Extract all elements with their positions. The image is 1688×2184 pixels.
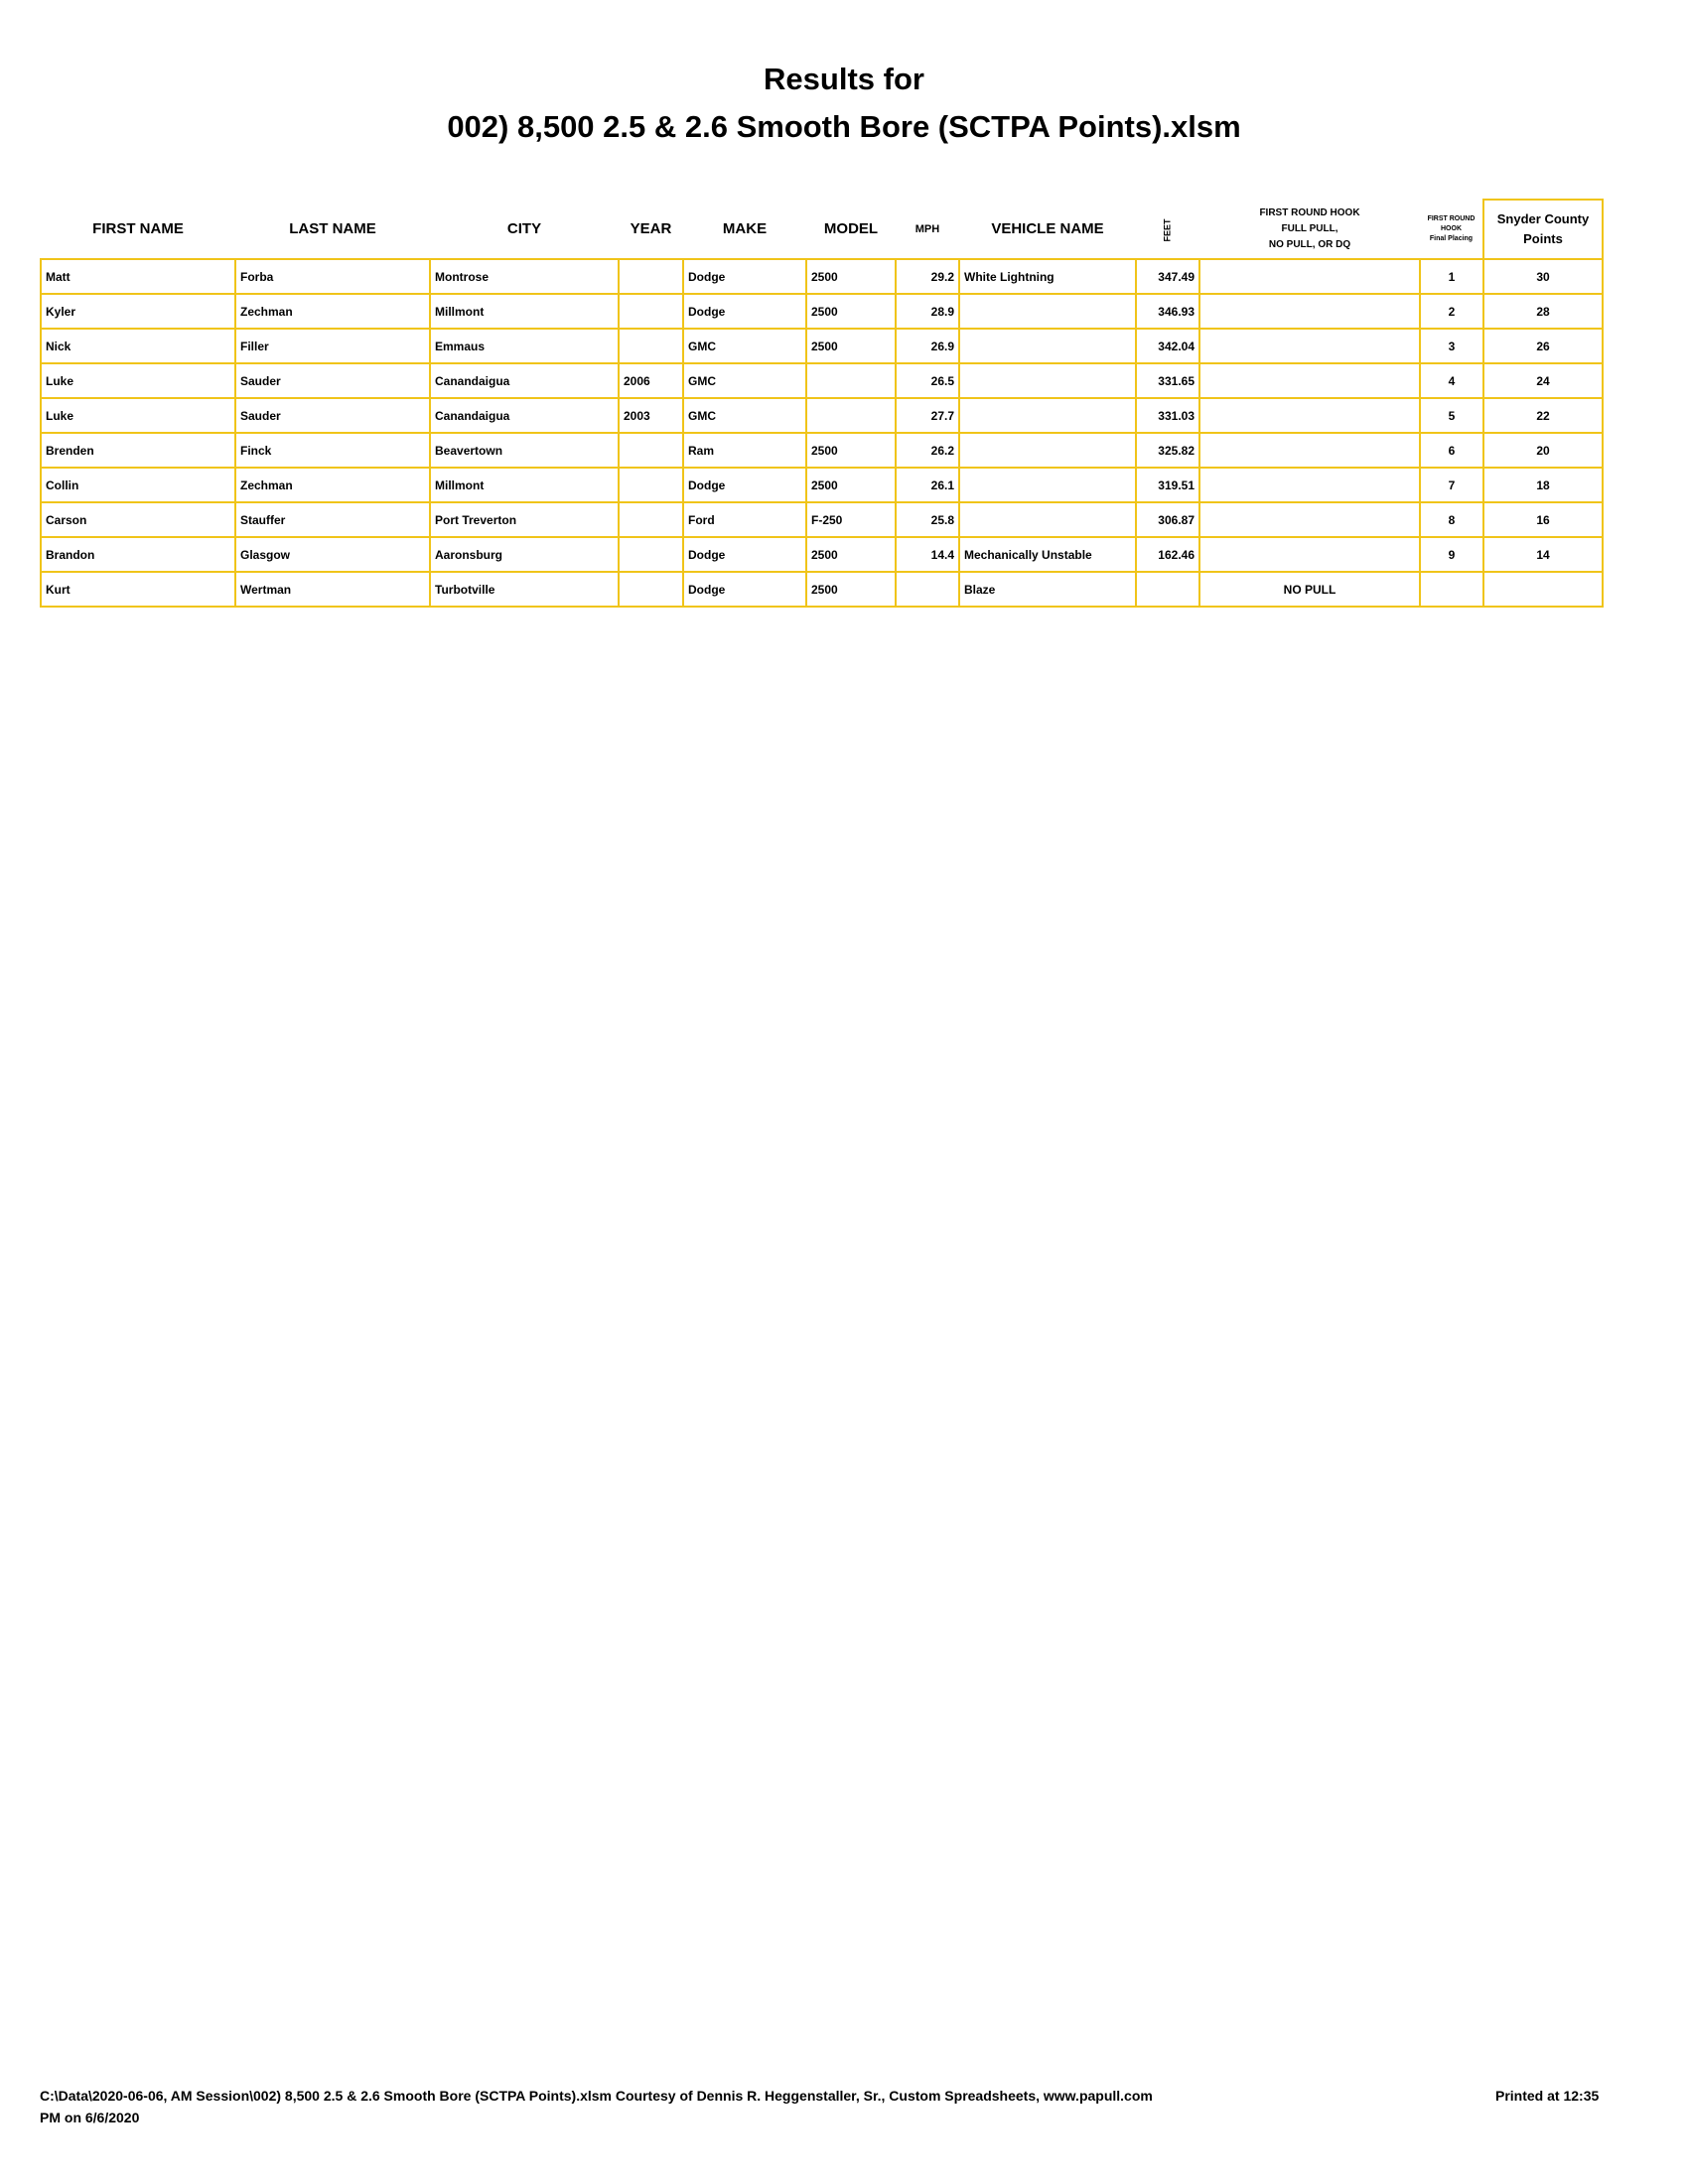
cell-city: Millmont: [430, 468, 619, 502]
cell-make: Ram: [683, 433, 806, 468]
cell-last-name: Stauffer: [235, 502, 430, 537]
cell-model: 2500: [806, 294, 896, 329]
cell-first-name: Luke: [41, 363, 235, 398]
header-vehicle-name: VEHICLE NAME: [991, 220, 1104, 237]
cell-make: Ford: [683, 502, 806, 537]
cell-feet: 346.93: [1136, 294, 1199, 329]
cell-first-round-hook: [1199, 537, 1420, 572]
cell-points: 28: [1483, 294, 1603, 329]
cell-feet: 347.49: [1136, 259, 1199, 294]
cell-final-placing: 1: [1420, 259, 1483, 294]
cell-vehicle-name: [959, 294, 1136, 329]
cell-first-round-hook: [1199, 294, 1420, 329]
cell-first-round-hook: [1199, 363, 1420, 398]
header-year: YEAR: [630, 220, 672, 237]
cell-final-placing: 7: [1420, 468, 1483, 502]
cell-vehicle-name: [959, 329, 1136, 363]
cell-final-placing: 2: [1420, 294, 1483, 329]
cell-points: 22: [1483, 398, 1603, 433]
cell-year: 2003: [619, 398, 683, 433]
cell-mph: 26.1: [896, 468, 959, 502]
cell-feet: 319.51: [1136, 468, 1199, 502]
cell-vehicle-name: [959, 468, 1136, 502]
footer-path-continued: PM on 6/6/2020: [40, 2110, 140, 2125]
cell-final-placing: 5: [1420, 398, 1483, 433]
cell-make: GMC: [683, 398, 806, 433]
cell-model: 2500: [806, 572, 896, 607]
cell-model: [806, 363, 896, 398]
cell-model: 2500: [806, 259, 896, 294]
cell-first-name: Nick: [41, 329, 235, 363]
cell-first-round-hook: [1199, 433, 1420, 468]
cell-year: [619, 329, 683, 363]
cell-year: [619, 294, 683, 329]
header-mph: MPH: [914, 222, 940, 235]
cell-model: 2500: [806, 329, 896, 363]
cell-city: Turbotville: [430, 572, 619, 607]
cell-first-name: Kurt: [41, 572, 235, 607]
cell-mph: 28.9: [896, 294, 959, 329]
header-hook-line2: FULL PULL,: [1281, 222, 1338, 234]
cell-mph: 27.7: [896, 398, 959, 433]
cell-city: Emmaus: [430, 329, 619, 363]
cell-last-name: Zechman: [235, 294, 430, 329]
cell-year: [619, 468, 683, 502]
cell-make: Dodge: [683, 259, 806, 294]
cell-first-name: Luke: [41, 398, 235, 433]
cell-last-name: Filler: [235, 329, 430, 363]
cell-final-placing: [1420, 572, 1483, 607]
cell-last-name: Zechman: [235, 468, 430, 502]
cell-make: Dodge: [683, 468, 806, 502]
results-table: [40, 199, 1604, 608]
cell-model: 2500: [806, 433, 896, 468]
cell-points: 24: [1483, 363, 1603, 398]
header-placing-line3: Final Placing: [1429, 234, 1474, 242]
cell-points: [1483, 572, 1603, 607]
cell-last-name: Sauder: [235, 363, 430, 398]
cell-feet: 325.82: [1136, 433, 1199, 468]
cell-points: 18: [1483, 468, 1603, 502]
header-feet-label: FEET: [1162, 218, 1173, 242]
cell-city: Port Treverton: [430, 502, 619, 537]
header-placing-line2: HOOK: [1441, 224, 1462, 232]
cell-feet: 342.04: [1136, 329, 1199, 363]
cell-points: 14: [1483, 537, 1603, 572]
table-row: [41, 259, 1603, 294]
cell-model: 2500: [806, 468, 896, 502]
cell-year: [619, 572, 683, 607]
header-model: MODEL: [823, 220, 879, 237]
cell-mph: 29.2: [896, 259, 959, 294]
cell-year: [619, 537, 683, 572]
cell-first-name: Brandon: [41, 537, 235, 572]
cell-first-round-hook: [1199, 468, 1420, 502]
header-hook-line3: NO PULL, OR DQ: [1268, 238, 1351, 250]
cell-year: [619, 433, 683, 468]
header-make: MAKE: [722, 220, 768, 237]
cell-make: GMC: [683, 363, 806, 398]
cell-feet: 331.65: [1136, 363, 1199, 398]
header-feet: [1136, 200, 1199, 259]
cell-points: 16: [1483, 502, 1603, 537]
table-row: [41, 329, 1603, 363]
cell-vehicle-name: White Lightning: [959, 259, 1136, 294]
table-row: [41, 572, 1603, 607]
table-row: [41, 294, 1603, 329]
cell-last-name: Sauder: [235, 398, 430, 433]
cell-first-name: Kyler: [41, 294, 235, 329]
cell-city: Canandaigua: [430, 398, 619, 433]
cell-vehicle-name: [959, 433, 1136, 468]
cell-make: Dodge: [683, 294, 806, 329]
report-title: Results for: [764, 62, 924, 96]
cell-first-name: Matt: [41, 259, 235, 294]
cell-mph: 25.8: [896, 502, 959, 537]
cell-model: [806, 398, 896, 433]
header-hook-line1: FIRST ROUND HOOK: [1259, 206, 1360, 218]
footer-file-path: [40, 2085, 1450, 2128]
table-row: [41, 398, 1603, 433]
cell-vehicle-name: [959, 398, 1136, 433]
cell-city: Canandaigua: [430, 363, 619, 398]
cell-mph: [896, 572, 959, 607]
cell-last-name: Glasgow: [235, 537, 430, 572]
header-city: CITY: [506, 220, 542, 237]
results-body: [41, 259, 1603, 607]
table-row: [41, 363, 1603, 398]
cell-points: 20: [1483, 433, 1603, 468]
cell-mph: 26.9: [896, 329, 959, 363]
cell-feet: 306.87: [1136, 502, 1199, 537]
cell-final-placing: 4: [1420, 363, 1483, 398]
table-row: [41, 468, 1603, 502]
cell-city: Millmont: [430, 294, 619, 329]
cell-first-name: Brenden: [41, 433, 235, 468]
cell-feet: 331.03: [1136, 398, 1199, 433]
cell-first-name: Carson: [41, 502, 235, 537]
cell-model: 2500: [806, 537, 896, 572]
header-first-round-hook: [1199, 200, 1420, 259]
cell-points: 26: [1483, 329, 1603, 363]
cell-first-name: Collin: [41, 468, 235, 502]
header-row: [41, 200, 1603, 259]
cell-make: Dodge: [683, 537, 806, 572]
cell-city: Aaronsburg: [430, 537, 619, 572]
header-placing-line1: FIRST ROUND: [1427, 214, 1476, 222]
table-row: [41, 537, 1603, 572]
cell-last-name: Finck: [235, 433, 430, 468]
cell-first-round-hook: [1199, 398, 1420, 433]
cell-final-placing: 3: [1420, 329, 1483, 363]
cell-year: 2006: [619, 363, 683, 398]
footer-printed-at: Printed at 12:35: [1495, 2088, 1600, 2104]
cell-vehicle-name: [959, 502, 1136, 537]
cell-points: 30: [1483, 259, 1603, 294]
cell-make: Dodge: [683, 572, 806, 607]
table-row: [41, 433, 1603, 468]
cell-mph: 26.5: [896, 363, 959, 398]
header-points-line2: Points: [1523, 231, 1563, 246]
cell-city: Montrose: [430, 259, 619, 294]
cell-city: Beavertown: [430, 433, 619, 468]
cell-mph: 14.4: [896, 537, 959, 572]
cell-first-round-hook: [1199, 502, 1420, 537]
cell-make: GMC: [683, 329, 806, 363]
cell-first-round-hook: [1199, 259, 1420, 294]
cell-final-placing: 9: [1420, 537, 1483, 572]
cell-feet: 162.46: [1136, 537, 1199, 572]
table-row: [41, 502, 1603, 537]
cell-last-name: Wertman: [235, 572, 430, 607]
cell-vehicle-name: [959, 363, 1136, 398]
cell-mph: 26.2: [896, 433, 959, 468]
cell-model: F-250: [806, 502, 896, 537]
header-last-name: LAST NAME: [289, 220, 376, 237]
cell-last-name: Forba: [235, 259, 430, 294]
header-final-placing: [1420, 200, 1483, 259]
cell-year: [619, 259, 683, 294]
report-subtitle: 002) 8,500 2.5 & 2.6 Smooth Bore (SCTPA Points).xlsm: [447, 109, 1241, 144]
cell-first-round-hook: NO PULL: [1199, 572, 1420, 607]
header-snyder-county-points: [1483, 200, 1603, 259]
cell-feet: [1136, 572, 1199, 607]
cell-vehicle-name: Blaze: [959, 572, 1136, 607]
footer-path-text: C:\Data\2020-06-06, AM Session\002) 8,500 2.5 & 2.6 Smooth Bore (SCTPA Points).xlsm Courtesy of Dennis R. Heggenstaller, Sr., Custom Spreadsheets, www.papull.com: [40, 2088, 1153, 2104]
header-points-line1: Snyder County: [1496, 211, 1590, 226]
cell-final-placing: 6: [1420, 433, 1483, 468]
cell-final-placing: 8: [1420, 502, 1483, 537]
cell-first-round-hook: [1199, 329, 1420, 363]
header-first-name: FIRST NAME: [92, 220, 184, 237]
cell-year: [619, 502, 683, 537]
cell-vehicle-name: Mechanically Unstable: [959, 537, 1136, 572]
